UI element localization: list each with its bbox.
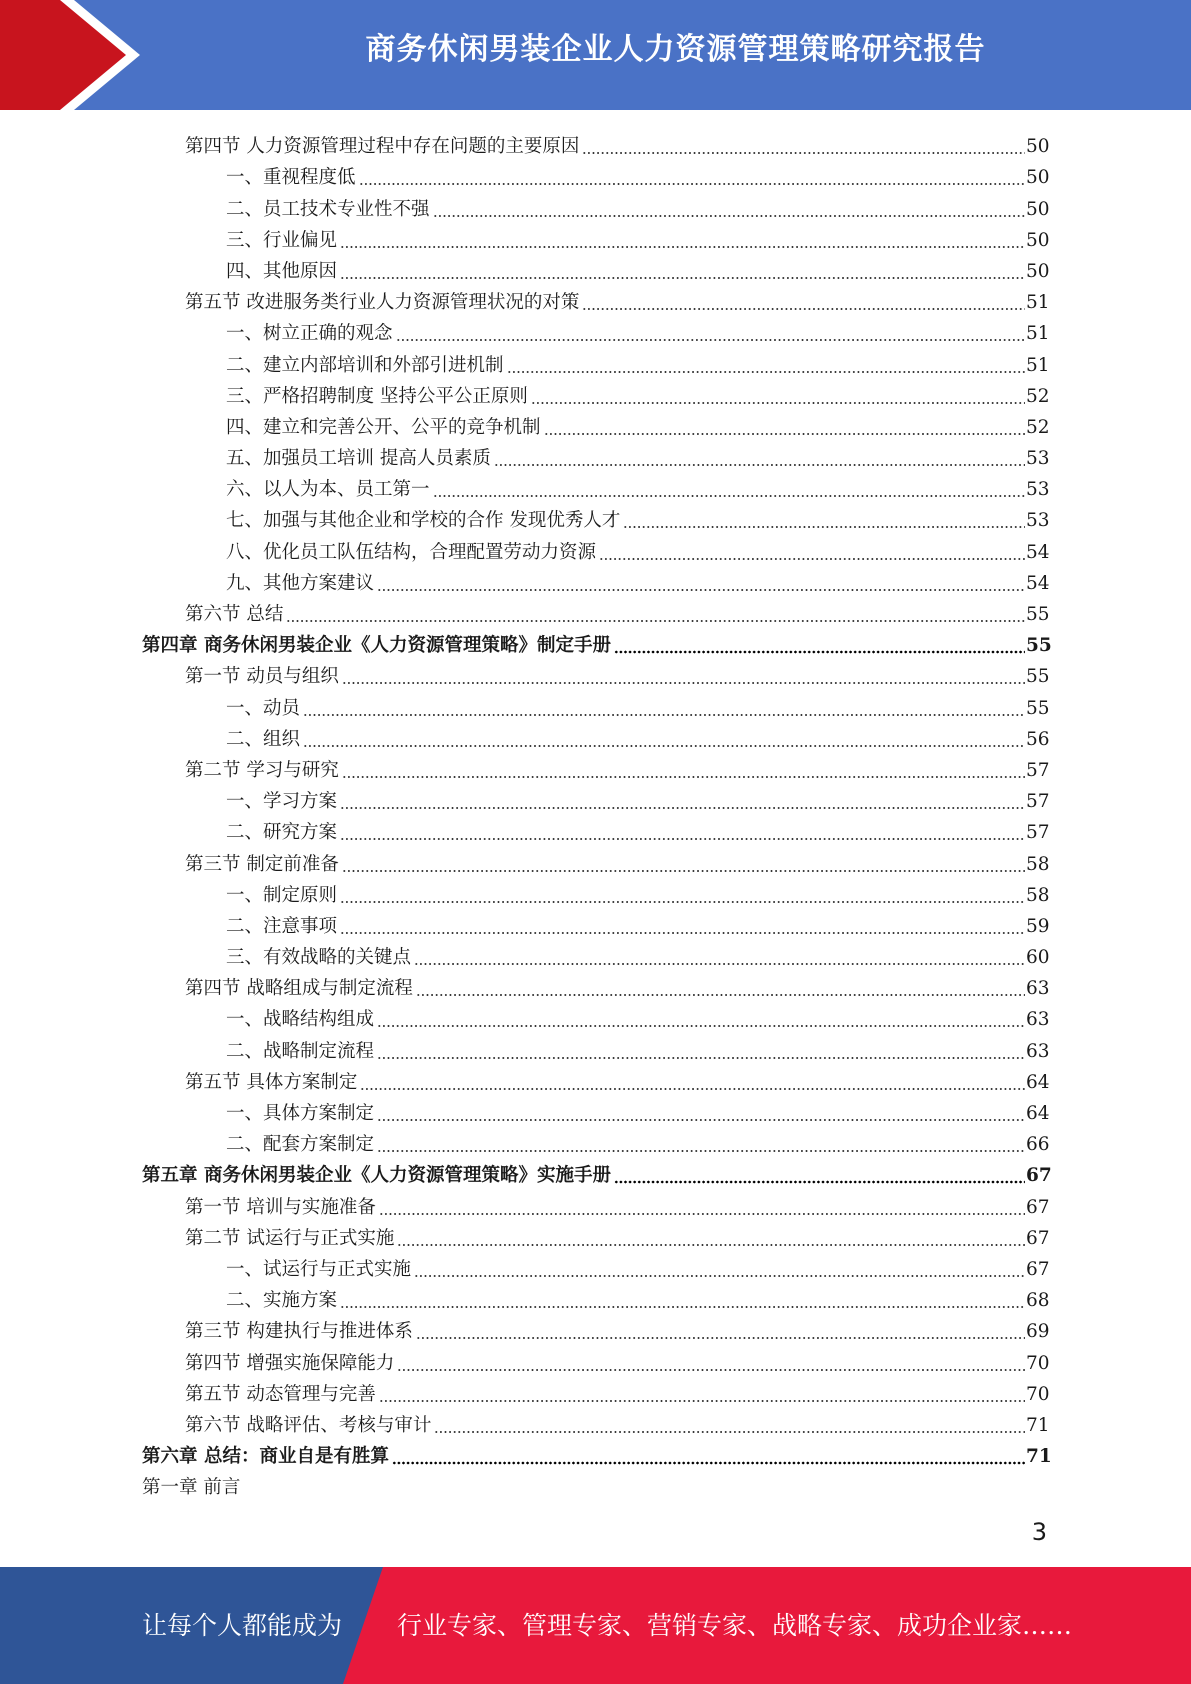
toc-dot-leader: [623, 507, 1025, 529]
toc-page-number: 53: [1026, 448, 1050, 470]
toc-entry-title: 第六章 总结：商业自是有胜算: [142, 1446, 389, 1468]
toc-dot-leader: [377, 570, 1025, 592]
toc-page-number: 59: [1026, 915, 1050, 937]
toc-page-number: 55: [1026, 697, 1050, 719]
toc-trailing-text: 第一章 前言: [142, 1477, 241, 1499]
toc-page-number: 50: [1026, 260, 1050, 282]
toc-page-number: 57: [1026, 822, 1050, 844]
toc-entry-title: 二、配套方案制定: [226, 1134, 375, 1156]
toc-entry-title: 一、试运行与正式实施: [226, 1258, 412, 1280]
toc-dot-leader: [377, 1100, 1025, 1122]
toc-subsection-entry[interactable]: [0, 721, 1048, 752]
toc-entry-title: 第五节 具体方案制定: [185, 1071, 358, 1093]
toc-page-number: 67: [1026, 1258, 1050, 1280]
toc-page-number: 53: [1026, 479, 1050, 501]
toc-page-number: 50: [1026, 136, 1050, 158]
toc-section-entry[interactable]: [0, 658, 1048, 689]
toc-page-number: 68: [1026, 1290, 1050, 1312]
toc-page-number: 51: [1026, 354, 1050, 376]
toc-page-number: 50: [1026, 198, 1050, 220]
toc-section-entry[interactable]: [0, 1220, 1048, 1251]
toc-entry-title: 第二节 学习与研究: [185, 759, 339, 781]
toc-dot-leader: [397, 1225, 1025, 1247]
toc-entry-title: 第一节 动员与组织: [185, 666, 339, 688]
toc-page-number: 63: [1026, 1009, 1050, 1031]
toc-entry-title: 第四节 战略组成与制定流程: [185, 978, 413, 1000]
toc-subsection-entry[interactable]: [0, 253, 1048, 284]
toc-page-number: 63: [1026, 978, 1050, 1000]
toc-entry-title: 三、行业偏见: [226, 229, 338, 251]
toc-dot-leader: [433, 476, 1025, 498]
toc-subsection-entry[interactable]: [0, 565, 1048, 596]
toc-dot-leader: [340, 258, 1025, 280]
toc-section-entry[interactable]: [0, 1344, 1048, 1375]
toc-dot-leader: [360, 1069, 1025, 1091]
toc-section-entry[interactable]: [0, 284, 1048, 315]
toc-dot-leader: [303, 695, 1025, 717]
report-title: 商务休闲男装企业人力资源管理策略研究报告: [365, 32, 986, 67]
toc-page-number: 70: [1026, 1352, 1050, 1374]
toc-dot-leader: [614, 632, 1025, 654]
toc-section-entry[interactable]: [0, 970, 1048, 1001]
toc-section-entry[interactable]: [0, 1188, 1048, 1219]
toc-entry-title: 第三节 构建执行与推进体系: [185, 1321, 413, 1343]
toc-entry-title: 一、制定原则: [226, 884, 338, 906]
toc-page-number: 54: [1026, 572, 1050, 594]
toc-page-number: 51: [1026, 292, 1050, 314]
toc-page-number: 71: [1026, 1414, 1050, 1436]
toc-page-number: 52: [1026, 416, 1050, 438]
toc-dot-leader: [531, 383, 1025, 405]
toc-section-entry[interactable]: [0, 128, 1048, 159]
toc-entry-title: 二、建立内部培训和外部引进机制: [226, 354, 504, 376]
toc-subsection-entry[interactable]: [0, 1126, 1048, 1157]
toc-entry-title: 第五节 改进服务类行业人力资源管理状况的对策: [185, 292, 580, 314]
header-banner: [0, 0, 1191, 110]
toc-dot-leader: [342, 851, 1025, 873]
toc-page-number: 58: [1026, 884, 1050, 906]
toc-dot-leader: [303, 726, 1025, 748]
toc-subsection-entry[interactable]: [0, 440, 1048, 471]
toc-entry-title: 第一节 培训与实施准备: [185, 1196, 376, 1218]
toc-entry-title: 一、重视程度低: [226, 167, 356, 189]
toc-entry-title: 一、动员: [226, 697, 301, 719]
footer-slogan-right: 行业专家、管理专家、营销专家、战略专家、成功企业家……: [397, 1611, 1073, 1640]
toc-page-number: 55: [1026, 604, 1050, 625]
toc-entry-title: 一、具体方案制定: [226, 1103, 375, 1124]
toc-dot-leader: [614, 1162, 1025, 1184]
toc-page-number: 66: [1026, 1134, 1050, 1156]
toc-dot-leader: [377, 1131, 1025, 1153]
toc-page-number: 51: [1026, 323, 1050, 345]
toc-subsection-entry[interactable]: [0, 783, 1048, 814]
toc-dot-leader: [340, 882, 1025, 904]
toc-page-number: 64: [1026, 1071, 1050, 1093]
toc-entry-title: 第六节 战略评估、考核与审计: [185, 1414, 432, 1436]
toc-subsection-entry[interactable]: [0, 471, 1048, 502]
toc-subsection-entry[interactable]: [0, 190, 1048, 221]
toc-subsection-entry[interactable]: [0, 1251, 1048, 1282]
toc-page-number: 55: [1026, 666, 1050, 688]
toc-section-entry[interactable]: [0, 752, 1048, 783]
toc-dot-leader: [544, 414, 1025, 436]
toc-dot-leader: [377, 1006, 1025, 1028]
toc-entry-title: 三、严格招聘制度 坚持公平公正原则: [226, 385, 528, 407]
toc-page-number: 57: [1026, 759, 1050, 781]
toc-subsection-entry[interactable]: [0, 1032, 1048, 1063]
toc-subsection-entry[interactable]: [0, 533, 1048, 564]
toc-entry-title: 二、组织: [226, 728, 301, 750]
toc-dot-leader: [433, 196, 1025, 218]
toc-dot-leader: [340, 913, 1025, 935]
toc-page-number: 50: [1026, 229, 1050, 251]
toc-subsection-entry[interactable]: [0, 939, 1048, 970]
toc-page-number: 67: [1026, 1165, 1052, 1187]
toc-dot-leader: [340, 819, 1025, 841]
toc-entry-title: 第五节 动态管理与完善: [185, 1383, 376, 1405]
toc-section-entry[interactable]: [0, 845, 1048, 876]
toc-entry-title: 九、其他方案建议: [226, 572, 375, 594]
toc-dot-leader: [396, 320, 1025, 342]
toc-trailing-line: [0, 1469, 1048, 1500]
toc-page-number: 63: [1026, 1040, 1050, 1062]
toc-entry-title: 第五章 商务休闲男装企业《人力资源管理策略》实施手册: [142, 1165, 611, 1187]
toc-entry-title: 八、优化员工队伍结构，合理配置劳动力资源: [226, 541, 597, 563]
toc-subsection-entry[interactable]: [0, 159, 1048, 190]
toc-entry-title: 第四节 人力资源管理过程中存在问题的主要原因: [185, 136, 580, 158]
toc-page-number: 55: [1026, 635, 1052, 657]
toc-subsection-entry[interactable]: [0, 908, 1048, 939]
toc-dot-leader: [359, 164, 1025, 186]
toc-dot-leader: [377, 1038, 1025, 1060]
toc-entry-title: 一、树立正确的观念: [226, 323, 393, 345]
toc-dot-leader: [340, 227, 1025, 249]
toc-dot-leader: [434, 1412, 1025, 1434]
toc-entry-title: 第三节 制定前准备: [185, 853, 339, 875]
toc-page-number: 54: [1026, 541, 1050, 563]
toc-dot-leader: [379, 1194, 1025, 1216]
toc-entry-title: 二、员工技术专业性不强: [226, 198, 430, 220]
toc-page-number: 52: [1026, 385, 1050, 407]
toc-entry-title: 四、其他原因: [226, 260, 338, 282]
toc-subsection-entry[interactable]: [0, 877, 1048, 908]
toc-section-entry[interactable]: [0, 596, 1048, 627]
toc-entry-title: 第六节 总结: [185, 604, 284, 625]
toc-subsection-entry[interactable]: [0, 502, 1048, 533]
toc-dot-leader: [416, 1318, 1025, 1340]
toc-subsection-entry[interactable]: [0, 378, 1048, 409]
toc-dot-leader: [392, 1443, 1025, 1465]
toc-section-entry[interactable]: [0, 1376, 1048, 1407]
toc-dot-leader: [599, 539, 1025, 561]
toc-entry-title: 二、研究方案: [226, 822, 338, 844]
toc-entry-title: 六、以人为本、员工第一: [226, 479, 430, 501]
toc-page-number: 60: [1026, 947, 1050, 969]
toc-dot-leader: [416, 975, 1025, 997]
toc-chapter-entry[interactable]: [0, 1438, 1052, 1469]
toc-dot-leader: [582, 133, 1025, 155]
toc-subsection-entry[interactable]: [0, 222, 1048, 253]
toc-dot-leader: [494, 445, 1025, 467]
toc-page-number: 67: [1026, 1227, 1050, 1249]
toc-dot-leader: [414, 1256, 1025, 1278]
footer-banner: [0, 1567, 1191, 1684]
toc-page-number: 56: [1026, 728, 1050, 750]
toc-subsection-entry[interactable]: [0, 409, 1048, 440]
toc-section-entry[interactable]: [0, 1064, 1048, 1095]
toc-page-number: 64: [1026, 1103, 1050, 1124]
toc-entry-title: 二、实施方案: [226, 1290, 338, 1312]
toc-dot-leader: [379, 1381, 1025, 1403]
toc-page-number: 57: [1026, 791, 1050, 813]
toc-subsection-entry[interactable]: [0, 814, 1048, 845]
toc-dot-leader: [286, 601, 1025, 623]
toc-chapter-entry[interactable]: [0, 1157, 1052, 1188]
toc-entry-title: 五、加强员工培训 提高人员素质: [226, 448, 491, 470]
toc-subsection-entry[interactable]: [0, 1095, 1048, 1126]
header-arrow-graphic: [0, 0, 160, 110]
page-number: 3: [1031, 1518, 1047, 1546]
toc-dot-leader: [582, 289, 1025, 311]
toc-dot-leader: [507, 352, 1025, 374]
toc-section-entry[interactable]: [0, 1313, 1048, 1344]
toc-subsection-entry[interactable]: [0, 346, 1048, 377]
toc-subsection-entry[interactable]: [0, 689, 1048, 720]
toc-entry-title: 一、学习方案: [226, 791, 338, 813]
toc-entry-title: 二、战略制定流程: [226, 1040, 375, 1062]
toc-subsection-entry[interactable]: [0, 1282, 1048, 1313]
toc-entry-title: 第四章 商务休闲男装企业《人力资源管理策略》制定手册: [142, 635, 611, 657]
toc-page-number: 69: [1026, 1321, 1050, 1343]
toc-entry-title: 三、有效战略的关键点: [226, 947, 412, 969]
toc-entry-title: 一、战略结构组成: [226, 1009, 375, 1031]
toc-page-number: 67: [1026, 1196, 1050, 1218]
toc-page-number: 70: [1026, 1383, 1050, 1405]
toc-dot-leader: [342, 663, 1025, 685]
footer-slogan-left: 让每个人都能成为: [142, 1611, 343, 1640]
toc-dot-leader: [397, 1350, 1025, 1372]
toc-dot-leader: [342, 757, 1025, 779]
toc-subsection-entry[interactable]: [0, 1001, 1048, 1032]
toc-section-entry[interactable]: [0, 1407, 1048, 1438]
toc-chapter-entry[interactable]: [0, 627, 1052, 658]
toc-page-number: 50: [1026, 167, 1050, 189]
toc-page-number: 71: [1026, 1446, 1052, 1468]
toc-dot-leader: [414, 944, 1025, 966]
toc-entry-title: 七、加强与其他企业和学校的合作 发现优秀人才: [226, 510, 621, 532]
toc-entry-title: 二、注意事项: [226, 915, 338, 937]
toc-subsection-entry[interactable]: [0, 315, 1048, 346]
toc-page-number: 58: [1026, 853, 1050, 875]
toc-dot-leader: [340, 788, 1025, 810]
toc-entry-title: 四、建立和完善公开、公平的竞争机制: [226, 416, 541, 438]
table-of-contents: [0, 128, 1191, 1500]
toc-dot-leader: [340, 1287, 1025, 1309]
toc-entry-title: 第四节 增强实施保障能力: [185, 1352, 395, 1374]
toc-entry-title: 第二节 试运行与正式实施: [185, 1227, 395, 1249]
toc-page-number: 53: [1026, 510, 1050, 532]
